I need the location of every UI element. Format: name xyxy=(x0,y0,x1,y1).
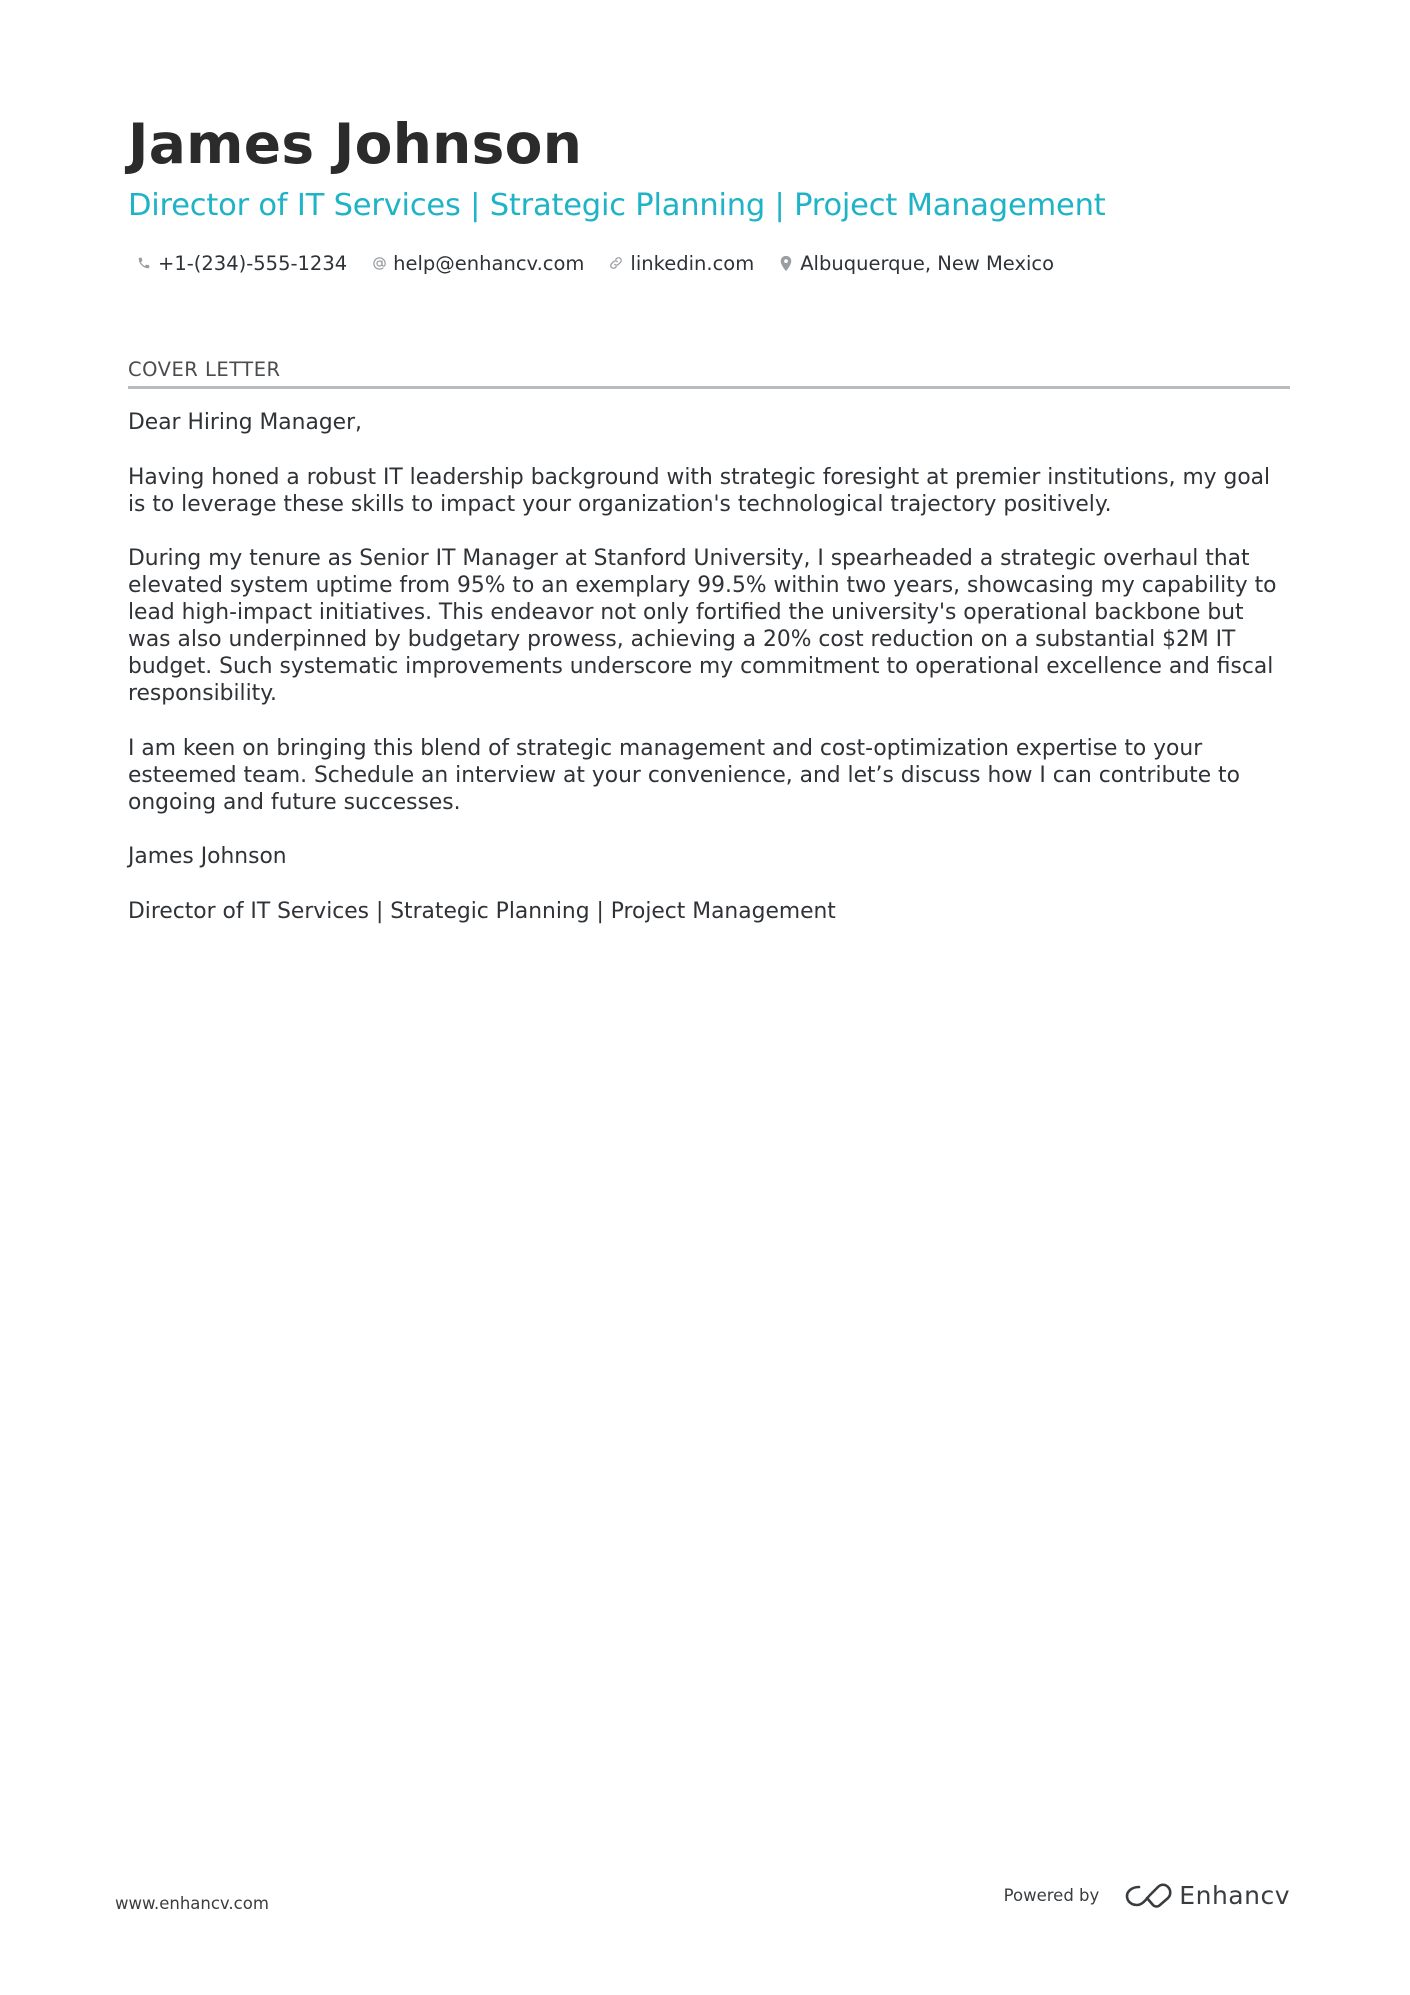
candidate-headline: Director of IT Services | Strategic Planning | Project Management xyxy=(128,188,1106,223)
contact-phone-text: +1-(234)-555-1234 xyxy=(158,251,348,275)
contact-location-text: Albuquerque, New Mexico xyxy=(800,251,1055,275)
powered-by-label: Powered by xyxy=(1003,1886,1100,1905)
contact-location xyxy=(778,252,1054,275)
at-icon xyxy=(371,254,387,272)
contact-linkedin-text: linkedin.com xyxy=(630,251,755,275)
contact-bar xyxy=(128,248,1290,278)
letter-greeting: Dear Hiring Manager, xyxy=(128,410,362,435)
contact-linkedin[interactable] xyxy=(608,252,754,275)
phone-icon xyxy=(136,254,152,272)
letter-paragraph: Having honed a robust IT leadership background with strategic foresight at premier institutions, my goal is to leverage these skills to impact your organization's technological trajectory positively. xyxy=(128,464,1271,517)
footer-branding xyxy=(1004,1881,1290,1910)
letter-paragraph: During my tenure as Senior IT Manager at Stanford University, I spearheaded a strategic overhaul that elevated system uptime from 95% to an exemplary 99.5% within two years, showcasing my capability to lead high-impact initiatives. This endeavor not only fortified the university's operational backbone but was also underpinned by budgetary prowess, achieving a 20% cost reduction on a substantial $2M IT budget. Such systematic improvements underscore my commitment to operational excellence and fiscal responsibility. xyxy=(128,546,1277,706)
brand-name: Enhancv xyxy=(1179,1881,1290,1910)
letter-body xyxy=(128,409,1290,925)
candidate-name: James Johnson xyxy=(128,112,583,176)
location-pin-icon xyxy=(778,254,794,272)
signature-title: Director of IT Services | Strategic Planning | Project Management xyxy=(128,898,836,924)
signature-name: James Johnson xyxy=(128,844,287,869)
letter-paragraph: I am keen on bringing this blend of strategic management and cost-optimization expertise to your esteemed team. Schedule an interview at your convenience, and let’s discuss how I can contribute to ongoing and future successes. xyxy=(128,735,1240,815)
cover-letter-section xyxy=(128,358,1290,925)
enhancv-logo-icon xyxy=(1125,1883,1173,1909)
contact-email[interactable] xyxy=(371,252,584,275)
section-title: COVER LETTER xyxy=(128,358,1290,389)
link-icon xyxy=(608,254,624,272)
footer-website[interactable]: www.enhancv.com xyxy=(115,1894,269,1913)
contact-email-text: help@enhancv.com xyxy=(393,251,585,275)
resume-page xyxy=(128,110,1290,952)
contact-phone[interactable] xyxy=(136,252,347,275)
